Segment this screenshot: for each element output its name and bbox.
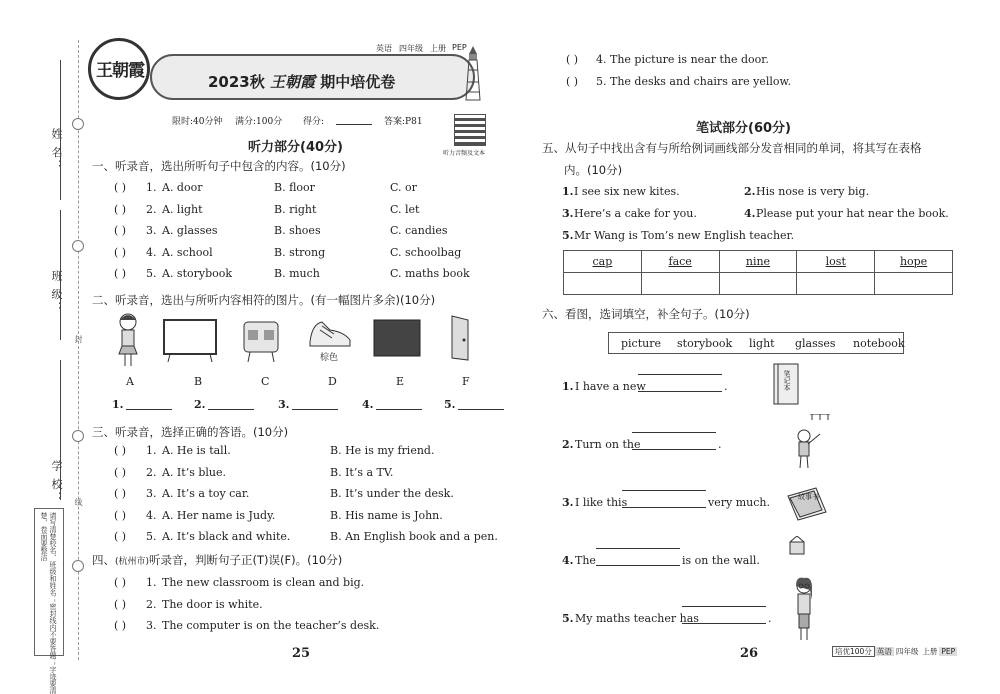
answer-blank[interactable] [458,409,504,410]
phonics-table [563,250,953,295]
item-suffix: . [724,380,728,393]
answer-paren[interactable]: ( ) [114,597,127,611]
question-4-heading: 四、(杭州市)听录音，判断句子正(T)误(F)。(10分) [92,553,343,567]
option-a: A. glasses [162,224,218,237]
question-number: 3. [146,224,157,237]
option-a: A. It’s black and white. [162,530,291,543]
header-tag-volume: 上册 [430,44,446,53]
answer-line[interactable] [622,507,706,508]
question-number: 1. [146,181,157,194]
time-limit: 限时:40分钟 [172,117,223,127]
option-c: C. let [390,202,420,216]
picture-letter: D [328,375,337,388]
header-tag-subject: 英语 [376,44,392,53]
binding-hole [72,560,84,572]
answer-paren[interactable]: ( ) [114,224,127,237]
picture-frame [788,536,806,556]
option-a: A. He is tall. [162,444,231,457]
score-field[interactable] [336,124,372,125]
option-b: B. It’s a TV. [330,465,394,479]
option-c: C. candies [390,224,448,237]
statement-text: The desks and chairs are yellow. [610,75,792,88]
option-b: B. strong [274,245,326,259]
answer-cell[interactable] [875,273,953,295]
example-word-cell [797,251,875,273]
option-b: B. much [274,267,320,280]
answer-paren[interactable]: ( ) [114,245,127,259]
answer-paren[interactable]: ( ) [114,465,127,479]
option-b: B. His name is John. [330,508,443,522]
answer-line[interactable] [632,449,716,450]
blank-number: 1. [112,398,124,411]
sentence-text: I see six new kites. [574,185,680,198]
lighthouse-icon [462,44,484,102]
writing-guide-line [622,490,706,491]
answer-paren[interactable]: ( ) [114,619,127,632]
blank-number: 5. [444,398,456,411]
option-a: A. school [162,245,213,259]
qr-code-icon[interactable] [454,114,486,146]
class-label: 班 级： [50,270,63,315]
binding-hole [72,430,84,442]
item-suffix: is on the wall. [682,554,760,567]
example-word-cell [875,251,953,273]
sentence-number: 2. [744,185,756,198]
example-word: face [668,255,692,268]
answer-line[interactable] [682,623,766,624]
binding-hole [72,240,84,252]
item-prefix: Turn on the [575,438,641,451]
sentence-number: 1. [562,185,574,198]
question-number: 3. [146,619,157,632]
word-bank-item: glasses [795,337,836,350]
option-a: A. door [162,181,203,194]
sentence-text: His nose is very big. [756,185,870,198]
answer-cell[interactable] [564,273,642,295]
question-5-heading-cont: 内。(10分) [564,163,623,177]
item-number: 3. [562,496,574,509]
example-word: hope [899,255,928,268]
question-number: 1. [146,444,157,457]
statement-text: The computer is on the teacher’s desk. [162,619,380,632]
answer-paren[interactable]: ( ) [114,530,127,543]
question-number: 2. [146,465,157,479]
answer-paren[interactable]: ( ) [114,267,127,280]
storybook-caption: 故事书 [798,493,819,501]
answer-blank[interactable] [376,409,422,410]
page-number-right: 26 [740,646,759,661]
logo-text: 王朝霞 [96,61,144,81]
item-suffix: . [768,612,772,625]
option-b: B. shoes [274,224,321,237]
class-field[interactable] [60,210,61,340]
question-number: 4. [596,53,607,66]
picture-letter: B [194,375,203,388]
picture-letter: F [462,375,470,388]
item-number: 5. [562,612,574,625]
teacher-picture [790,576,820,642]
cut-mark: 线 [74,498,83,506]
door-picture [448,312,472,362]
name-field[interactable] [60,60,61,200]
item-prefix: I have a new [575,380,646,393]
writing-guide-line [596,548,680,549]
option-b: B. He is my friend. [330,444,435,457]
answer-paren[interactable]: ( ) [114,487,127,500]
blank-number: 3. [278,398,290,411]
answer-line[interactable] [596,565,680,566]
word-bank-item: notebook [853,337,905,350]
sentence-number: 5. [562,229,574,242]
name-label: 姓 名： [50,128,63,173]
question-number: 4. [146,245,157,259]
answer-blank[interactable] [292,409,338,410]
sentence-text: Mr Wang is Tom’s new English teacher. [574,229,795,242]
answer-blank[interactable] [208,409,254,410]
cut-mark: 封 [74,335,83,343]
question-number: 5. [596,75,607,88]
option-b: B. An English book and a pen. [330,530,498,543]
board-picture [162,318,218,362]
answer-paren[interactable]: ( ) [566,53,579,66]
question-3-heading: 三、听录音，选择正确的答语。(10分) [92,425,289,439]
blank-number: 4. [362,398,374,411]
listening-section-title: 听力部分(40分) [248,140,343,155]
sentence-number: 4. [744,207,756,220]
question-number: 1. [146,576,157,589]
blackboard-picture [372,318,422,358]
answer-paren[interactable]: ( ) [114,202,127,216]
option-c: C. or [390,181,417,194]
sentence-text: Please put your hat near the book. [756,207,949,220]
answer-paren[interactable]: ( ) [114,444,127,457]
option-a: A. light [162,202,203,216]
picture-letter: A [126,375,134,388]
answer-paren[interactable]: ( ) [114,508,127,522]
header-tag-edition: PEP [452,43,467,52]
question-number: 3. [146,487,157,500]
binding-hole [72,118,84,130]
answer-blank[interactable] [126,409,172,410]
question-number: 5. [146,267,157,280]
question-5-heading: 五、从句子中找出含有与所给例词画线部分发音相同的单词，将其写在表格 [542,141,922,155]
shoes-picture [308,316,352,348]
word-bank-item: light [749,337,775,350]
option-a: A. It’s a toy car. [162,487,250,500]
clothes-picture [240,318,282,362]
statement-text: The new classroom is clean and big. [162,576,365,589]
school-label: 学 校： [50,460,63,505]
item-prefix: My maths teacher has [575,612,699,625]
example-word: nine [745,255,771,268]
question-1-heading: 一、听录音，选出所听句子中包含的内容。(10分) [92,159,346,173]
page-number-left: 25 [292,646,311,661]
answer-paren[interactable]: ( ) [114,576,127,589]
answer-page: 答案:P81 [384,117,423,127]
answer-line[interactable] [638,391,722,392]
question-2-heading: 二、听录音，选出与所听内容相符的图片。(有一幅图片多余)(10分) [92,293,436,307]
option-c: C. schoolbag [390,245,462,259]
footer-tag: 培优100分 英语 四年级 上册 PEP [832,646,957,658]
qr-caption: 听力音频及文本 [443,150,486,157]
example-word-cell [564,251,642,273]
picture-letter: E [396,375,405,388]
shoe-caption: 棕色 [320,353,339,363]
writing-section-title: 笔试部分(60分) [696,121,791,136]
item-prefix: I like this [575,496,628,509]
option-b: B. floor [274,181,315,194]
writing-guide-line [632,432,716,433]
example-word-cell [719,251,797,273]
notebook-caption: 笔记本 [783,370,791,391]
option-a: A. It’s blue. [162,465,226,479]
answer-cell[interactable] [797,273,875,295]
option-b: B. It’s under the desk. [330,487,454,500]
example-word-cell [641,251,719,273]
header-tag-grade: 四年级 [399,44,423,53]
item-number: 1. [562,380,574,393]
item-number: 2. [562,438,574,451]
item-number: 4. [562,554,574,567]
question-number: 5. [146,530,157,543]
example-word: cap [592,255,613,268]
sentence-text: Here’s a cake for you. [574,207,697,220]
answer-cell[interactable] [719,273,797,295]
word-bank-item: picture [621,337,661,350]
option-a: A. storybook [162,267,233,280]
full-score: 满分:100分 [235,117,283,127]
item-suffix: . [718,438,722,451]
option-b: B. right [274,202,317,216]
question-number: 4. [146,508,157,522]
answer-paren[interactable]: ( ) [566,75,579,88]
notice-text: 请写清楚校名、班级和姓名；密封线内不要答题；字迹要清楚，卷面要整洁 [40,512,57,694]
picture-letter: C [261,375,270,388]
answer-paren[interactable]: ( ) [114,181,127,194]
question-number: 2. [146,597,157,611]
word-bank-item: storybook [677,337,733,350]
question-6-heading: 六、看图，选词填空，补全句子。(10分) [542,307,750,321]
option-a: A. Her name is Judy. [162,508,276,522]
school-field[interactable] [60,360,61,500]
blank-number: 2. [194,398,206,411]
item-suffix: very much. [708,496,770,509]
example-word: lost [825,255,846,268]
writing-guide-line [638,374,722,375]
page-title: 2023秋 王朝霞 期中培优卷 [208,73,396,91]
question-number: 2. [146,202,157,216]
writing-guide-line [682,606,766,607]
score-label: 得分: [303,117,325,127]
sentence-number: 3. [562,207,574,220]
statement-text: The door is white. [162,597,263,611]
girl-picture [114,312,142,368]
item-prefix: The [575,554,596,567]
option-c: C. maths book [390,267,470,280]
statement-text: The picture is near the door. [610,53,769,66]
light-picture [790,414,832,470]
answer-cell[interactable] [641,273,719,295]
word-bank [608,332,904,354]
